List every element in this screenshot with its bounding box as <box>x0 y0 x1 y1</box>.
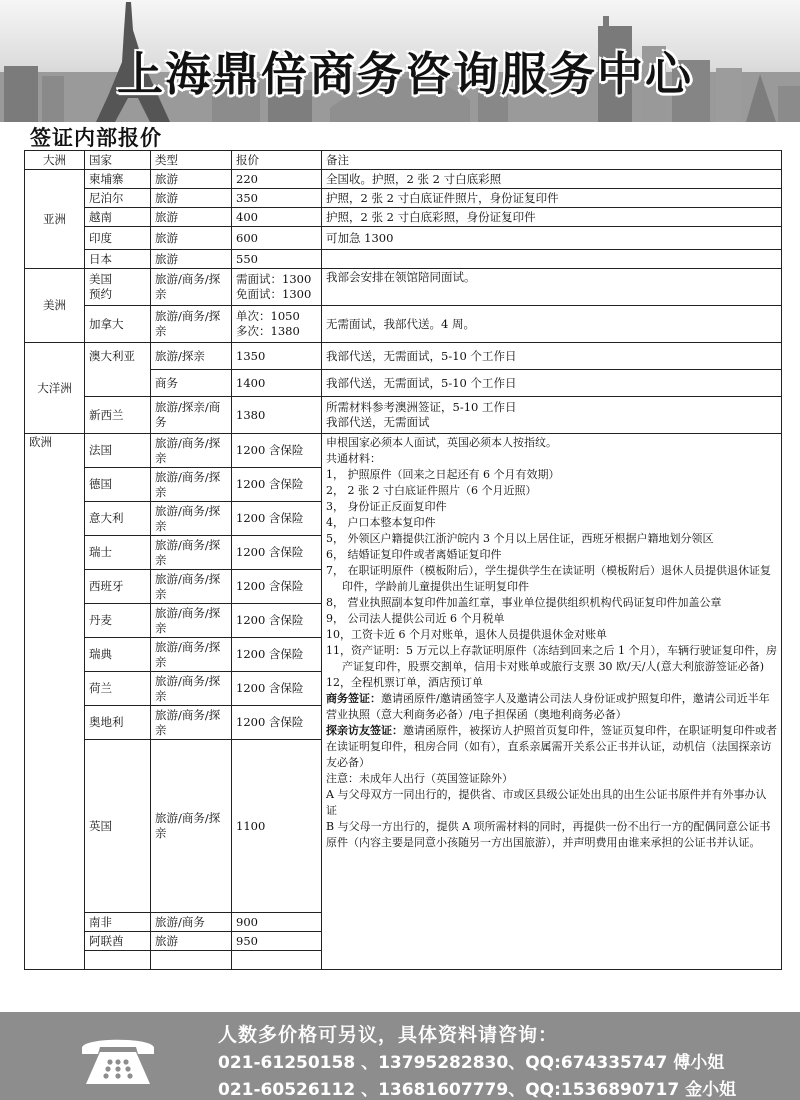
notes-minor-label: 注意：未成年人出行（英国签证除外） <box>326 772 513 785</box>
country-cell: 奥地利 <box>85 706 151 740</box>
business-label: 商务签证： <box>326 692 381 705</box>
type-cell: 旅游 <box>151 170 232 189</box>
continent-cell: 欧洲 <box>25 434 85 970</box>
notes-family <box>326 723 777 771</box>
price-cell: 1380 <box>232 397 322 434</box>
price-cell: 400 <box>232 208 322 227</box>
continent-cell: 亚洲 <box>25 170 85 269</box>
price-cell: 950 <box>232 932 322 951</box>
country-cell: 荷兰 <box>85 672 151 706</box>
price-cell: 1100 <box>232 740 322 913</box>
price-cell: 1200 含保险 <box>232 672 322 706</box>
price-cell: 1200 含保险 <box>232 638 322 672</box>
country-cell: 英国 <box>85 740 151 913</box>
price-cell: 1200 含保险 <box>232 536 322 570</box>
price-cell: 550 <box>232 250 322 269</box>
notes-item: 10，工资卡近 6 个月对账单，退休人员提供退休金对账单 <box>326 628 607 641</box>
notes-item: 7， 在职证明原件（模板附后），学生提供学生在读证明（模板附后）退休人员提供退休证复印件，学龄前儿童提供出生证明复印件 <box>326 564 771 593</box>
family-label: 探亲访友签证： <box>326 724 403 737</box>
notes-item: 8， 营业执照副本复印件加盖红章，事业单位提供组织机构代码证复印件加盖公章 <box>326 596 722 609</box>
visa-price-table <box>24 150 782 970</box>
family-text: 邀请函原件，被探访人护照首页复印件，签证页复印件，在职证明复印件或者在读证明复印件，租房合同（如有），直系亲属需开关系公正书并认证，动机信（法国探亲访友必备） <box>326 724 777 769</box>
country-cell: 新西兰 <box>85 397 151 434</box>
price-cell <box>232 269 322 306</box>
header-banner <box>0 0 800 122</box>
table-row <box>25 250 782 269</box>
continent-cell: 大洋洲 <box>25 343 85 434</box>
type-cell: 旅游/商务/探亲 <box>151 502 232 536</box>
price-cell: 1200 含保险 <box>232 468 322 502</box>
type-cell: 旅游/商务/探亲 <box>151 706 232 740</box>
type-cell: 旅游 <box>151 932 232 951</box>
price-line: 单次：1050 <box>236 309 300 323</box>
notes-minor-a: A 与父母双方一同出行的，提供省、市或区县级公证处出具的出生公证书原件并有外事办认证 <box>326 788 767 817</box>
table-row <box>25 343 782 370</box>
country-line: 预约 <box>89 287 112 301</box>
price-cell: 220 <box>232 170 322 189</box>
type-cell: 商务 <box>151 370 232 397</box>
empty-cell <box>151 951 232 970</box>
notes-minor-b: B 与父母一方出行的，提供 A 项所需材料的同时，再提供一份不出行一方的配偶同意公证书原件（内容主要是同意小孩随另一方出国旅游），并声明费用由谁来承担的公证书并认证。 <box>326 820 771 849</box>
country-cell: 尼泊尔 <box>85 189 151 208</box>
country-cell: 加拿大 <box>85 306 151 343</box>
type-cell: 旅游/商务/探亲 <box>151 638 232 672</box>
header-notes: 备注 <box>322 151 782 170</box>
notes-item: 12，全程机票订单，酒店预订单 <box>326 676 483 689</box>
price-line: 免面试：1300 <box>236 287 312 301</box>
notes-item: 3， 身份证正反面复印件 <box>326 500 447 513</box>
notes-item: 2， 2 张 2 寸白底证件照片（6 个月近照） <box>326 484 537 497</box>
table-row <box>25 269 782 306</box>
price-cell: 350 <box>232 189 322 208</box>
country-cell: 意大利 <box>85 502 151 536</box>
notes-item: 11，资产证明：5 万元以上存款证明原件（冻结到回来之后 1 个月），车辆行驶证复印件，房产证复印件，股票交割单，信用卡对账单或旅行支票 30 欧/天/人(意大利旅游签证必备) <box>326 644 777 673</box>
note-line: 我部代送，无需面试 <box>326 415 430 429</box>
country-cell: 阿联酋 <box>85 932 151 951</box>
note-cell <box>322 397 782 434</box>
table-row <box>25 227 782 250</box>
country-cell: 法国 <box>85 434 151 468</box>
section-title: 签证内部报价 <box>30 126 162 150</box>
country-cell: 越南 <box>85 208 151 227</box>
header-country: 国家 <box>85 151 151 170</box>
type-cell: 旅游/商务/探亲 <box>151 269 232 306</box>
price-cell: 1350 <box>232 343 322 370</box>
table-header-row <box>25 151 782 170</box>
country-cell: 日本 <box>85 250 151 269</box>
type-cell: 旅游/探亲 <box>151 343 232 370</box>
price-line: 多次：1380 <box>236 324 300 338</box>
type-cell: 旅游/商务 <box>151 913 232 932</box>
note-cell: 我部代送，无需面试，5-10 个工作日 <box>322 343 782 370</box>
type-cell: 旅游/商务/探亲 <box>151 604 232 638</box>
empty-cell <box>232 951 322 970</box>
note-cell: 护照，2 张 2 寸白底证件照片，身份证复印件 <box>322 189 782 208</box>
company-title: 上海鼎倍商务咨询服务中心 <box>117 47 693 101</box>
country-cell: 西班牙 <box>85 570 151 604</box>
type-cell: 旅游 <box>151 227 232 250</box>
note-line: 所需材料参考澳洲签证，5-10 工作日 <box>326 400 517 414</box>
table-row <box>25 189 782 208</box>
country-cell: 印度 <box>85 227 151 250</box>
type-cell: 旅游/商务/探亲 <box>151 570 232 604</box>
country-line: 美国 <box>89 272 112 286</box>
type-cell: 旅游/商务/探亲 <box>151 536 232 570</box>
type-cell: 旅游 <box>151 250 232 269</box>
country-cell: 南非 <box>85 913 151 932</box>
contact-footer <box>0 1012 800 1100</box>
type-cell: 旅游 <box>151 189 232 208</box>
price-cell: 1200 含保险 <box>232 604 322 638</box>
telephone-icon <box>78 1034 158 1086</box>
country-cell: 丹麦 <box>85 604 151 638</box>
empty-cell <box>85 951 151 970</box>
price-cell: 1200 含保险 <box>232 502 322 536</box>
table-row <box>25 170 782 189</box>
type-cell: 旅游/探亲/商务 <box>151 397 232 434</box>
header-price: 报价 <box>232 151 322 170</box>
country-cell: 瑞士 <box>85 536 151 570</box>
note-cell: 我部代送，无需面试，5-10 个工作日 <box>322 370 782 397</box>
table-row <box>25 397 782 434</box>
note-cell: 可加急 1300 <box>322 227 782 250</box>
type-cell: 旅游/商务/探亲 <box>151 672 232 706</box>
notes-item: 9， 公司法人提供公司近 6 个月税单 <box>326 612 505 625</box>
notes-business <box>326 691 777 723</box>
type-cell: 旅游/商务/探亲 <box>151 434 232 468</box>
note-cell <box>322 250 782 269</box>
price-cell: 1200 含保险 <box>232 570 322 604</box>
notes-intro: 申根国家必须本人面试，英国必须本人按指纹。 <box>326 436 557 449</box>
price-cell: 1200 含保险 <box>232 706 322 740</box>
header-type: 类型 <box>151 151 232 170</box>
note-cell: 全国收。护照，2 张 2 寸白底彩照 <box>322 170 782 189</box>
price-cell <box>232 306 322 343</box>
europe-notes <box>322 434 782 970</box>
type-cell: 旅游/商务/探亲 <box>151 306 232 343</box>
footer-tagline: 人数多价格可另议，具体资料请咨询： <box>218 1024 559 1046</box>
type-cell: 旅游 <box>151 208 232 227</box>
table-row <box>25 434 782 468</box>
price-cell: 1200 含保险 <box>232 434 322 468</box>
table-row <box>25 306 782 343</box>
note-cell: 无需面试，我部代送。4 周。 <box>322 306 782 343</box>
notes-item: 6， 结婚证复印件或者离婚证复印件 <box>326 548 502 561</box>
country-cell: 澳大利亚 <box>85 343 151 397</box>
price-line: 需面试：1300 <box>236 272 312 286</box>
footer-contact-2: 021-60526112 、13681607779、QQ:1536890717 金小姐 <box>218 1080 737 1100</box>
continent-cell: 美洲 <box>25 269 85 343</box>
notes-item: 5， 外领区户籍提供江浙沪皖内 3 个月以上居住证，西班牙根据户籍地划分领区 <box>326 532 714 545</box>
notes-item: 4， 户口本整本复印件 <box>326 516 436 529</box>
price-cell: 600 <box>232 227 322 250</box>
table-row <box>25 208 782 227</box>
type-cell: 旅游/商务/探亲 <box>151 740 232 913</box>
notes-common-label: 共通材料： <box>326 452 381 465</box>
country-cell: 瑞典 <box>85 638 151 672</box>
notes-item: 1， 护照原件（回来之日起还有 6 个月有效期） <box>326 468 560 481</box>
note-cell: 护照，2 张 2 寸白底彩照，身份证复印件 <box>322 208 782 227</box>
type-cell: 旅游/商务/探亲 <box>151 468 232 502</box>
header-continent: 大洲 <box>25 151 85 170</box>
country-cell: 德国 <box>85 468 151 502</box>
country-cell <box>85 269 151 306</box>
business-text: 邀请函原件/邀请函签字人及邀请公司法人身份证或护照复印件，邀请公司近半年营业执照（意大利商务必备）/电子担保函（奥地利商务必备） <box>326 692 770 721</box>
country-cell: 柬埔寨 <box>85 170 151 189</box>
footer-contact-1: 021-61250158 、13795282830、QQ:674335747 傅小姐 <box>218 1053 725 1073</box>
price-cell: 1400 <box>232 370 322 397</box>
price-cell: 900 <box>232 913 322 932</box>
note-cell: 我部会安排在领馆陪同面试。 <box>322 269 782 306</box>
